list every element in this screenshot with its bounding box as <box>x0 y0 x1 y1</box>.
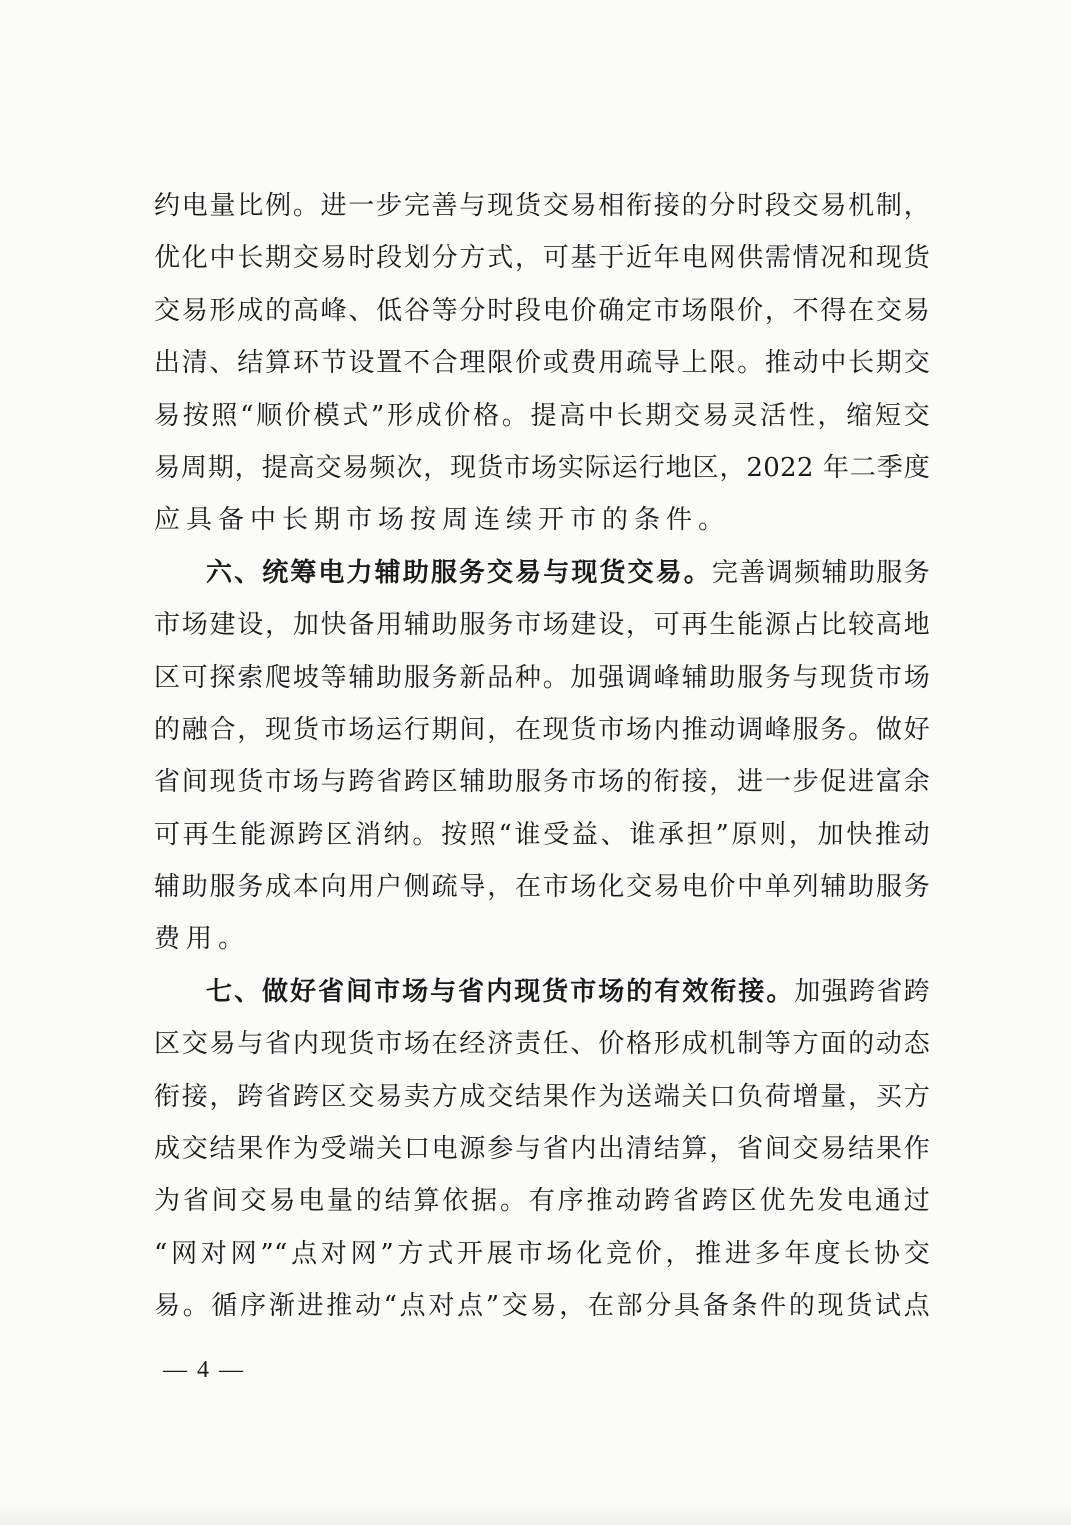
text-line: 成交结果作为受端关口电源参与省内出清结算，省间交易结果作 <box>154 1134 930 1165</box>
text-line: 易。循序渐进推动“点对点”交易，在部分具备条件的现货试点 <box>154 1291 930 1322</box>
document-body <box>154 180 930 1333</box>
text-line: 费用。 <box>154 924 251 955</box>
text-line: 交易形成的高峰、低谷等分时段电价确定市场限价，不得在交易 <box>154 295 930 326</box>
text-line: 市场建设，加快备用辅助服务市场建设，可再生能源占比较高地 <box>154 610 930 641</box>
text-line: 衔接，跨省跨区交易卖方成交结果作为送端关口负荷增量，买方 <box>154 1081 930 1112</box>
text-line: 易周期，提高交易频次，现货市场实际运行地区，2022 年二季度 <box>154 452 930 483</box>
section-seven-first-line <box>154 966 930 1018</box>
section-seven-first-text: 加强跨省跨 <box>794 976 930 1007</box>
text-line: “网对网”“点对网”方式开展市场化竞价，推进多年度长协交 <box>154 1238 930 1269</box>
section-six-first-line <box>154 547 930 599</box>
scan-edge-shadow <box>0 1505 1071 1525</box>
text-line: 辅助服务成本向用户侧疏导，在市场化交易电价中单列辅助服务 <box>154 872 930 903</box>
text-line: 易按照“顺价模式”形成价格。提高中长期交易灵活性，缩短交 <box>154 400 930 431</box>
text-line: 为省间交易电量的结算依据。有序推动跨省跨区优先发电通过 <box>154 1186 930 1217</box>
text-line: 应具备中长期市场按周连续开市的条件。 <box>154 505 731 536</box>
text-line: 区可探索爬坡等辅助服务新品种。加强调峰辅助服务与现货市场 <box>154 662 930 693</box>
text-line: 的融合，现货市场运行期间，在现货市场内推动调峰服务。做好 <box>154 714 930 745</box>
text-line: 可再生能源跨区消纳。按照“谁受益、谁承担”原则，加快推动 <box>154 819 930 850</box>
page-number: — 4 — <box>163 1357 245 1383</box>
section-seven-heading: 七、做好省间市场与省内现货市场的有效衔接。 <box>206 976 795 1007</box>
section-six-heading: 六、统筹电力辅助服务交易与现货交易。 <box>206 557 712 588</box>
text-line: 优化中长期交易时段划分方式，可基于近年电网供需情况和现货 <box>154 243 930 274</box>
text-line: 出清、结算环节设置不合理限价或费用疏导上限。推动中长期交 <box>154 348 930 379</box>
text-line: 省间现货市场与跨省跨区辅助服务市场的衔接，进一步促进富余 <box>154 767 930 798</box>
section-six-first-text: 完善调频辅助服务 <box>711 557 930 588</box>
text-line: 约电量比例。进一步完善与现货交易相衔接的分时段交易机制， <box>154 191 930 221</box>
text-line: 区交易与省内现货市场在经济责任、价格形成机制等方面的动态 <box>154 1029 930 1060</box>
